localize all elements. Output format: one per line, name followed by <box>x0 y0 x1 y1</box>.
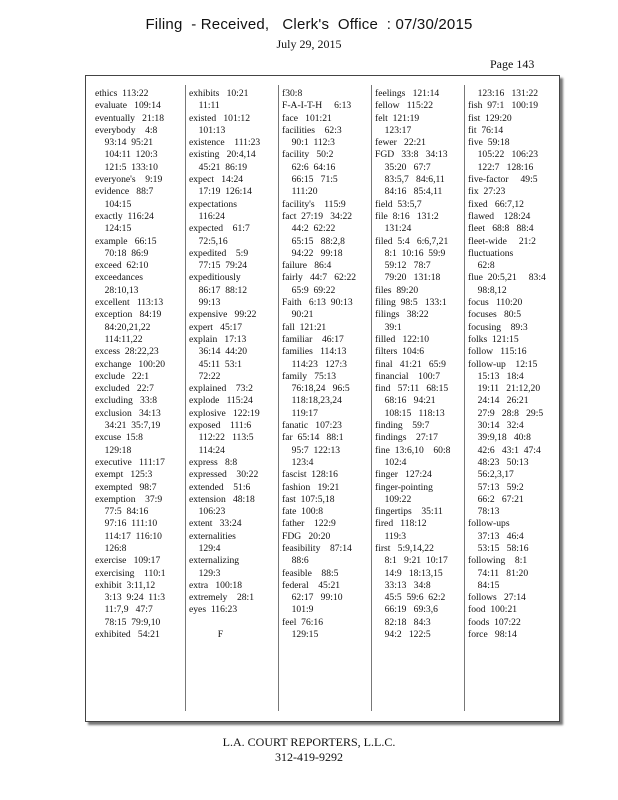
index-entry-line: filed 5:4 6:6,7,21 <box>375 235 449 247</box>
index-entry-line: find 57:11 68:15 <box>375 383 449 395</box>
index-entry-line: eventually 21:18 <box>95 112 165 124</box>
index-entry-line: flawed 128:24 <box>468 210 531 222</box>
index-entry-line: financial 100:7 <box>375 370 441 382</box>
index-entry-line: extra 100:18 <box>189 579 243 591</box>
index-entry-line: 105:22 106:23 <box>468 149 539 161</box>
index-entry-line: 123:17 <box>375 124 412 136</box>
index-entry-line: 121:5 133:10 <box>95 161 158 173</box>
index-entry-line: existing 20:4,14 <box>189 149 256 161</box>
index-column-5 <box>468 88 546 641</box>
index-entry-line: 45:5 59:6 62:2 <box>375 592 446 604</box>
index-entry-line: 48:23 50:13 <box>468 456 529 468</box>
index-entry-line: explain 17:13 <box>189 333 247 345</box>
index-entry-line: everyone's 9:19 <box>95 174 163 186</box>
index-column-3 <box>282 88 356 641</box>
index-entry-line: father 122:9 <box>282 518 336 530</box>
index-entry-line: explode 115:24 <box>189 395 253 407</box>
index-entry-line: first 5:9,14,22 <box>375 542 434 554</box>
index-entry-line: express 8:8 <box>189 456 238 468</box>
index-entry-line: 90:1 112:3 <box>282 137 335 149</box>
index-entry-line: expected 61:7 <box>189 223 250 235</box>
index-entry-line: fleet 68:8 88:4 <box>468 223 534 235</box>
index-entry-line: 129:4 <box>189 542 221 554</box>
index-entry-line: follow 115:16 <box>468 346 527 358</box>
index-entry-line: fashion 19:21 <box>282 481 340 493</box>
index-entry-line: follows 27:14 <box>468 592 526 604</box>
index-entry-line: feel 76:16 <box>282 616 324 628</box>
index-entry-line: fairly 44:7 62:22 <box>282 272 357 284</box>
index-entry-line: 94:22 99:18 <box>282 247 343 259</box>
index-entry-line: 11:11 <box>189 100 220 112</box>
index-entry-line: folks 121:15 <box>468 333 519 345</box>
index-entry-line: 66:2 67:21 <box>468 493 524 505</box>
index-entry-line: expressed 30:22 <box>189 469 259 481</box>
index-entry-line: 104:11 120:3 <box>95 149 158 161</box>
index-entry-line: fixed 66:7,12 <box>468 198 524 210</box>
column-divider <box>278 85 279 711</box>
index-entry-line: exceedances <box>95 272 143 284</box>
index-entry-line: existed 101:12 <box>189 112 251 124</box>
index-entry-line: exhibits 10:21 <box>189 88 249 99</box>
index-entry-line: expensive 99:22 <box>189 309 257 321</box>
index-entry-line: extremely 28:1 <box>189 592 255 604</box>
index-entry-line: 108:15 118:13 <box>375 407 445 419</box>
index-entry-line: exemption 37:9 <box>95 493 163 505</box>
index-entry-line: facility's 115:9 <box>282 198 346 210</box>
index-entry-line: 90:21 <box>282 309 314 321</box>
index-entry-line: exchange 100:20 <box>95 358 166 370</box>
index-entry-line: 15:13 18:4 <box>468 370 524 382</box>
index-entry-line: 126:8 <box>95 542 127 554</box>
index-entry-line: 112:22 113:5 <box>189 432 254 444</box>
index-entry-line: 8:1 10:16 59:9 <box>375 247 446 259</box>
index-entry-line: 93:14 95:21 <box>95 137 154 149</box>
index-entry-line: 82:18 84:3 <box>375 616 431 628</box>
index-entry-line: 79:20 131:18 <box>375 272 441 284</box>
index-entry-line: 28:10,13 <box>95 284 139 296</box>
index-entry-line: feasibility 87:14 <box>282 542 352 554</box>
index-entry-line: 65:15 88:2,8 <box>282 235 345 247</box>
index-entry-line: 27:9 28:8 29:5 <box>468 407 544 419</box>
index-column-2 <box>189 88 260 641</box>
column-divider <box>464 85 465 711</box>
filing-stamp: Filing - Received, Clerk's Office : 07/30/2015 <box>145 16 473 33</box>
index-entry-line: 77:5 84:16 <box>95 506 149 518</box>
index-entry-line: fix 27:23 <box>468 186 506 198</box>
index-entry-line: 24:14 26:21 <box>468 395 529 407</box>
index-entry-line: F-A-I-T-H 6:13 <box>282 100 352 112</box>
index-entry-line: 83:5,7 84:6,11 <box>375 174 445 186</box>
index-entry-line: 65:9 69:22 <box>282 284 336 296</box>
index-entry-line: 14:9 18:13,15 <box>375 567 443 579</box>
index-entry-line: files 89:20 <box>375 284 419 296</box>
index-entry-line: 104:15 <box>95 198 132 210</box>
index-entry-line: 94:2 122:5 <box>375 629 431 641</box>
index-entry-line: exempt 125:3 <box>95 469 153 481</box>
index-entry-line: fist 129:20 <box>468 112 512 124</box>
index-entry-line: federal 45:21 <box>282 579 341 591</box>
index-entry-line: findings 27:17 <box>375 432 438 444</box>
index-entry-line: 39:9,18 40:8 <box>468 432 531 444</box>
index-entry-line: focus 110:20 <box>468 297 523 309</box>
index-entry-line: extension 48:18 <box>189 493 255 505</box>
index-entry-line: finger 127:24 <box>375 469 432 481</box>
index-entry-line: excluding 33:8 <box>95 395 158 407</box>
column-divider <box>371 85 372 711</box>
index-entry-line: fascist 128:16 <box>282 469 338 481</box>
index-entry-line: expert 45:17 <box>189 321 243 333</box>
index-entry-line: 116:24 <box>189 210 225 222</box>
index-entry-line: 37:13 46:4 <box>468 530 524 542</box>
index-entry-line: 102:4 <box>375 456 407 468</box>
index-entry-line: families 114:13 <box>282 346 347 358</box>
index-entry-line: felt 121:19 <box>375 112 420 124</box>
index-entry-line: exhibited 54:21 <box>95 629 160 641</box>
index-entry-line: 33:13 34:8 <box>375 579 431 591</box>
index-entry-line: 44:2 62:22 <box>282 223 336 235</box>
index-entry-line: 72:5,16 <box>189 235 228 247</box>
index-entry-line: five 59:18 <box>468 137 510 149</box>
index-entry-line: 114:23 127:3 <box>282 358 347 370</box>
index-entry-line: example 66:15 <box>95 235 157 247</box>
index-entry-line: 66:15 71:5 <box>282 174 338 186</box>
index-entry-line: F <box>189 629 224 641</box>
index-entry-line: filters 104:6 <box>375 346 425 358</box>
index-entry-line: fast 107:5,18 <box>282 493 335 505</box>
index-entry-line: 114:24 <box>189 444 225 456</box>
index-entry-line: finding 59:7 <box>375 420 430 432</box>
index-entry-line: exceed 62:10 <box>95 260 149 272</box>
index-entry-line: 129:15 <box>282 629 319 641</box>
index-entry-line: 11:7,9 47:7 <box>95 604 153 616</box>
index-entry-line: 3:13 9:24 11:3 <box>95 592 165 604</box>
index-entry-line: 62:6 64:16 <box>282 161 336 173</box>
index-entry-line: 57:13 59:2 <box>468 481 524 493</box>
index-entry-line: fellow 115:22 <box>375 100 433 112</box>
index-entry-line: follow-ups <box>468 518 510 530</box>
column-divider <box>185 85 186 711</box>
index-entry-line: excluded 22:7 <box>95 383 154 395</box>
index-entry-line: 98:8,12 <box>468 284 507 296</box>
index-entry-line: 123:16 131:22 <box>468 88 539 99</box>
index-entry-line: failure 86:4 <box>282 260 332 272</box>
index-entry-line: eyes 116:23 <box>189 604 238 616</box>
page-number: Page 143 <box>490 57 535 71</box>
index-entry-line: 131:24 <box>375 223 412 235</box>
index-entry-line: exhibit 3:11,12 <box>95 579 156 591</box>
index-entry-line: face 101:21 <box>282 112 332 124</box>
index-entry-line: 124:15 <box>95 223 132 235</box>
index-entry-line: fish 97:1 100:19 <box>468 100 539 112</box>
index-entry-line: filing 98:5 133:1 <box>375 297 447 309</box>
index-entry-line: 59:12 78:7 <box>375 260 431 272</box>
index-entry-line: exclusion 34:13 <box>95 407 161 419</box>
index-entry-line: facility 50:2 <box>282 149 334 161</box>
index-entry-line: focusing 89:3 <box>468 321 528 333</box>
index-entry-line: expeditiously <box>189 272 241 284</box>
index-entry-line: expectations <box>189 198 237 210</box>
index-entry-line: 129:3 <box>189 567 221 579</box>
index-entry-line: evidence 88:7 <box>95 186 154 198</box>
index-entry-line: 8:1 9:21 10:17 <box>375 555 448 567</box>
index-entry-line: 45:11 53:1 <box>189 358 242 370</box>
index-entry-line: 88:6 <box>282 555 309 567</box>
index-entry-line: 62:17 99:10 <box>282 592 343 604</box>
index-entry-line: 114:17 116:10 <box>95 530 162 542</box>
footer-company: L.A. COURT REPORTERS, L.L.C. <box>222 735 396 749</box>
index-entry-line: 95:7 122:13 <box>282 444 341 456</box>
index-entry-line: 53:15 58:16 <box>468 542 529 554</box>
index-entry-line: 30:14 32:4 <box>468 420 524 432</box>
index-entry-line: 56:2,3,17 <box>468 469 514 481</box>
index-entry-line: 77:15 79:24 <box>189 260 248 272</box>
index-entry-line: externalities <box>189 530 236 542</box>
index-entry-line: food 100:21 <box>468 604 518 616</box>
index-entry-line: excuse 15:8 <box>95 432 143 444</box>
index-entry-line: 76:18,24 96:5 <box>282 383 350 395</box>
index-entry-line: 74:11 81:20 <box>468 567 529 579</box>
index-entry-line: 34:21 35:7,19 <box>95 420 161 432</box>
index-entry-line: 122:7 128:16 <box>468 161 534 173</box>
document-date: July 29, 2015 <box>276 37 342 51</box>
index-entry-line: externalizing <box>189 555 240 567</box>
index-entry-line: everybody 4:8 <box>95 124 158 136</box>
index-entry-line: 78:15 79:9,10 <box>95 616 161 628</box>
index-entry-line: filings 38:22 <box>375 309 429 321</box>
index-entry-line: facilities 62:3 <box>282 124 342 136</box>
index-entry-line: FDG 20:20 <box>282 530 331 542</box>
index-entry-line: fired 118:12 <box>375 518 427 530</box>
index-entry-line: 84:16 85:4,11 <box>375 186 443 198</box>
index-entry-line: 86:17 88:12 <box>189 284 248 296</box>
index-entry-line: family 75:13 <box>282 370 337 382</box>
index-entry-line: finger-pointing <box>375 481 433 493</box>
index-entry-line: 35:20 67:7 <box>375 161 431 173</box>
index-entry-line: 68:16 94:21 <box>375 395 436 407</box>
index-entry-line: exclude 22:1 <box>95 370 150 382</box>
index-entry-line: evaluate 109:14 <box>95 100 161 112</box>
index-entry-line: focuses 80:5 <box>468 309 522 321</box>
index-entry-line: 39:1 <box>375 321 402 333</box>
index-entry-line: far 65:14 88:1 <box>282 432 344 444</box>
index-entry-line: 36:14 44:20 <box>189 346 248 358</box>
index-entry-line: follow-up 12:15 <box>468 358 538 370</box>
index-entry-line: 70:18 86:9 <box>95 247 149 259</box>
index-entry-line: 42:6 43:1 47:4 <box>468 444 541 456</box>
index-entry-line: feasible 88:5 <box>282 567 339 579</box>
index-entry-line: excellent 113:13 <box>95 297 164 309</box>
index-column-1 <box>95 88 166 641</box>
index-entry-line: fine 13:6,10 60:8 <box>375 444 451 456</box>
index-entry-line <box>189 617 260 629</box>
index-entry-line: explosive 122:19 <box>189 407 260 419</box>
index-entry-line: final 41:21 65:9 <box>375 358 446 370</box>
index-entry-line: fingertips 35:11 <box>375 506 443 518</box>
index-entry-line: expect 14:24 <box>189 174 244 186</box>
index-entry-line: 66:19 69:3,6 <box>375 604 438 616</box>
index-entry-line: fit 76:14 <box>468 124 504 136</box>
index-entry-line: 101:9 <box>282 604 314 616</box>
index-entry-line: expedited 5:9 <box>189 247 249 259</box>
index-entry-line: exposed 111:6 <box>189 420 252 432</box>
index-entry-line: file 8:16 131:2 <box>375 210 439 222</box>
index-entry-line: familiar 46:17 <box>282 333 344 345</box>
index-entry-line: filled 122:10 <box>375 333 430 345</box>
index-entry-line: force 98:14 <box>468 629 517 641</box>
index-entry-line: exactly 116:24 <box>95 210 154 222</box>
index-entry-line: 84:15 <box>468 579 500 591</box>
index-entry-line: 119:17 <box>282 407 318 419</box>
index-entry-line: 129:18 <box>95 444 132 456</box>
index-entry-line: fall 121:21 <box>282 321 327 333</box>
index-entry-line: f30:8 <box>282 88 303 99</box>
index-entry-line: exception 84:19 <box>95 309 162 321</box>
index-entry-line: Faith 6:13 90:13 <box>282 297 353 309</box>
index-entry-line: executive 111:17 <box>95 456 165 468</box>
index-entry-line: foods 107:22 <box>468 616 521 628</box>
index-entry-line: 97:16 111:10 <box>95 518 158 530</box>
index-entry-line: 109:22 <box>375 493 412 505</box>
index-entry-line: 84:20,21,22 <box>95 321 151 333</box>
index-entry-line: five-factor 49:5 <box>468 174 538 186</box>
index-entry-line: field 53:5,7 <box>375 198 422 210</box>
index-entry-line: explained 73:2 <box>189 383 253 395</box>
index-entry-line: fact 27:19 34:22 <box>282 210 353 222</box>
index-entry-line: fluctuations <box>468 247 514 259</box>
index-entry-line: exercise 109:17 <box>95 555 161 567</box>
index-entry-line: exercising 110:1 <box>95 567 166 579</box>
index-entry-line: 78:13 <box>468 506 500 518</box>
index-entry-line: fewer 22:21 <box>375 137 426 149</box>
index-entry-line: 62:8 <box>468 260 495 272</box>
index-entry-line: 99:13 <box>189 297 221 309</box>
index-entry-line: 101:13 <box>189 124 226 136</box>
index-entry-line: excess 28:22,23 <box>95 346 159 358</box>
index-entry-line: FGD 33:8 34:13 <box>375 149 448 161</box>
index-entry-line: 118:18,23,24 <box>282 395 342 407</box>
index-entry-line: 17:19 126:14 <box>189 186 252 198</box>
index-entry-line: ethics 113:22 <box>95 88 149 99</box>
index-entry-line: fanatic 107:23 <box>282 420 342 432</box>
index-entry-line: fleet-wide 21:2 <box>468 235 536 247</box>
index-column-4 <box>375 88 450 641</box>
index-entry-line: 119:3 <box>375 530 407 542</box>
index-entry-line: 72:22 <box>189 370 221 382</box>
index-entry-line: 114:11,22 <box>95 333 143 345</box>
index-entry-line: 123:4 <box>282 456 314 468</box>
index-entry-line: 19:11 21:12,20 <box>468 383 541 395</box>
index-entry-line: following 8:1 <box>468 555 528 567</box>
index-entry-line: exempted 98:7 <box>95 481 157 493</box>
index-entry-line: 106:23 <box>189 506 226 518</box>
index-entry-line: 111:20 <box>282 186 318 198</box>
footer-phone: 312-419-9292 <box>275 750 343 764</box>
index-entry-line: existence 111:23 <box>189 137 261 149</box>
index-entry-line: 45:21 86:19 <box>189 161 248 173</box>
index-entry-line: extended 51:6 <box>189 481 251 493</box>
index-entry-line: fate 100:8 <box>282 506 324 518</box>
index-entry-line: flue 20:5,21 83:4 <box>468 272 546 284</box>
index-entry-line: feelings 121:14 <box>375 88 440 99</box>
index-entry-line: extent 33:24 <box>189 518 242 530</box>
